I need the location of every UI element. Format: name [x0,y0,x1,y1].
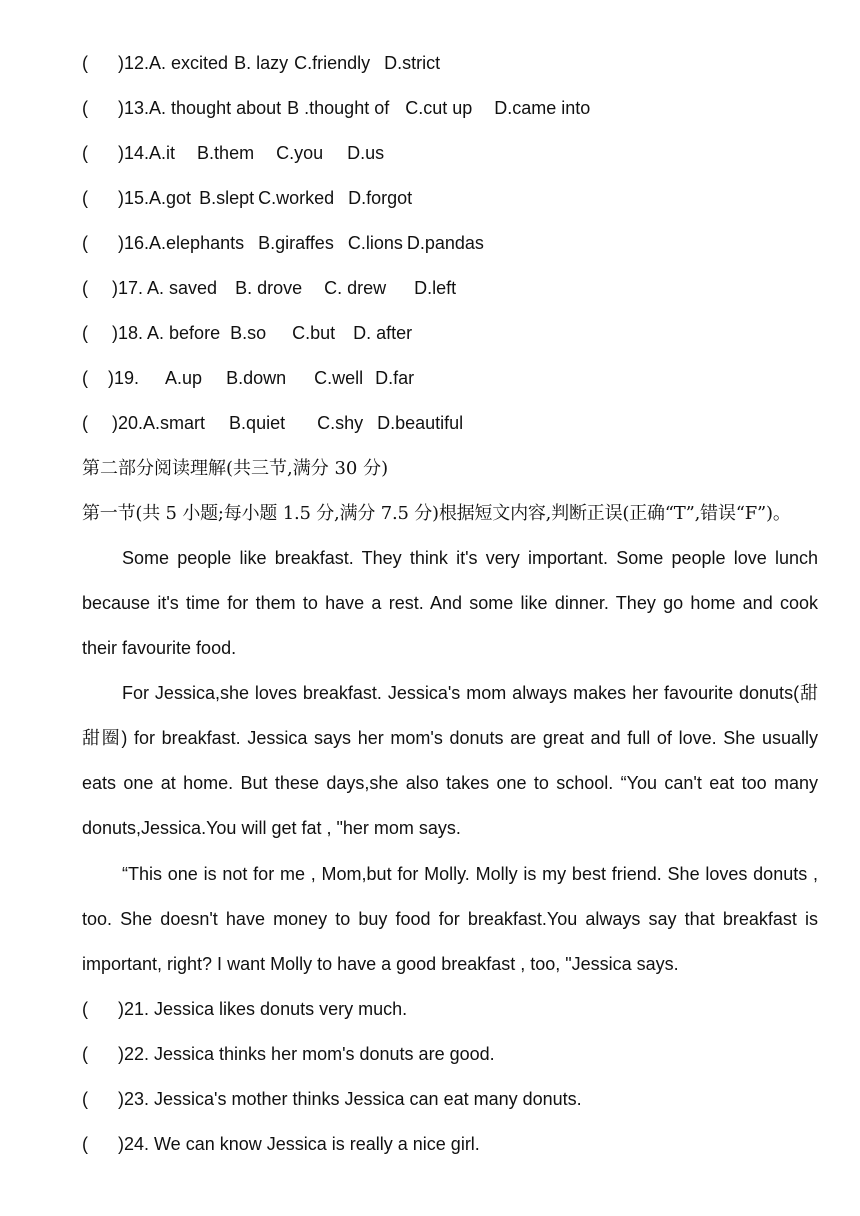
answer-blank[interactable]: ( [82,368,88,388]
question-24 [82,1122,818,1167]
question-number: )17. [112,278,144,298]
question-21 [82,987,818,1032]
passage-paragraph-1: Some people like breakfast. They think it's very important. Some people love lunch because it's time for them to have a rest. And some like dinner. They go home and cook their favourite food. [82,548,818,658]
option-b: B.quiet [229,413,286,433]
subsection-instructions: 第一节(共 5 小题;每小题 1.5 分,满分 7.5 分)根据短文内容,判断正误(正确“T”,错误“F”)。 [82,503,791,524]
option-c: C.well [314,368,364,388]
question-17 [82,266,818,311]
option-d: D.beautiful [377,413,464,433]
option-c: C.but [292,323,336,343]
option-b: B.so [230,323,267,343]
question-number: )12. [118,53,150,73]
option-b: B .thought of [287,98,390,118]
option-d: D.pandas [406,233,484,253]
answer-blank[interactable]: ( [82,98,88,118]
option-c: C.worked [258,188,335,208]
answer-blank[interactable]: ( [82,1089,88,1109]
question-18 [82,311,818,356]
option-a: A.got [149,188,192,208]
question-13 [82,86,818,131]
option-c: C. drew [324,278,387,298]
option-d: D.forgot [348,188,413,208]
question-number: )15. [118,188,150,208]
question-number: )18. [112,323,144,343]
question-22 [82,1032,818,1077]
answer-blank[interactable]: ( [82,323,88,343]
question-text: )24. We can know Jessica is really a nice girl. [118,1134,480,1154]
question-number: )13. [118,98,150,118]
answer-blank[interactable]: ( [82,1044,88,1064]
option-a: A. excited [149,53,229,73]
question-12 [82,41,818,86]
option-d: D.strict [384,53,441,73]
question-number: )19. [108,368,140,388]
option-b: B.them [197,143,255,163]
question-text: )21. Jessica likes donuts very much. [118,999,408,1019]
question-text: )22. Jessica thinks her mom's donuts are good. [118,1044,495,1064]
option-b: B.giraffes [258,233,334,253]
question-15 [82,176,818,221]
option-d: D.came into [494,98,591,118]
option-a: A.elephants [149,233,245,253]
option-c: C.friendly [294,53,371,73]
option-a: A. before [147,323,221,343]
option-d: D.left [414,278,457,298]
answer-blank[interactable]: ( [82,1134,88,1154]
answer-blank[interactable]: ( [82,143,88,163]
option-d: D.far [375,368,415,388]
option-b: B. drove [235,278,303,298]
answer-blank[interactable]: ( [82,413,88,433]
passage-paragraph-3: “This one is not for me , Mom,but for Molly. Molly is my best friend. She loves donuts , too. She doesn't have money to buy food for breakfast.You always say that breakfast is important, right? I want Molly to have a good breakfast , too, "Jessica says. [82,864,818,974]
question-19 [82,356,818,401]
question-number: )14. [118,143,150,163]
option-c: C.shy [317,413,364,433]
question-number: )16. [118,233,150,253]
question-20 [82,401,818,446]
question-14 [82,131,818,176]
option-b: B. lazy [234,53,289,73]
question-number: )20. [112,413,144,433]
passage-paragraph-2: For Jessica,she loves breakfast. Jessica's mom always makes her favourite donuts(甜甜圈) for breakfast. Jessica says her mom's donuts are great and full of love. She usually eats one at home. But these days,she also takes one to school. “You can't eat too many donuts,Jessica.You will get fat , "her mom says. [82,683,818,838]
option-a: A. thought about [149,98,282,118]
option-b: B.down [226,368,287,388]
answer-blank[interactable]: ( [82,999,88,1019]
answer-blank[interactable]: ( [82,278,88,298]
option-d: D.us [347,143,385,163]
answer-blank[interactable]: ( [82,188,88,208]
option-c: C.lions [347,233,403,253]
option-b: B.slept [199,188,255,208]
option-c: C.cut up [405,98,473,118]
section-heading: 第二部分阅读理解(共三节,满分 30 分) [82,458,389,479]
option-a: A.smart [143,413,206,433]
question-23 [82,1077,818,1122]
question-text: )23. Jessica's mother thinks Jessica can eat many donuts. [118,1089,582,1109]
question-16 [82,221,818,266]
option-a: A. saved [147,278,218,298]
option-c: C.you [276,143,324,163]
option-a: A.up [165,368,203,388]
answer-blank[interactable]: ( [82,53,88,73]
option-a: A.it [149,143,176,163]
option-d: D. after [353,323,413,343]
answer-blank[interactable]: ( [82,233,88,253]
